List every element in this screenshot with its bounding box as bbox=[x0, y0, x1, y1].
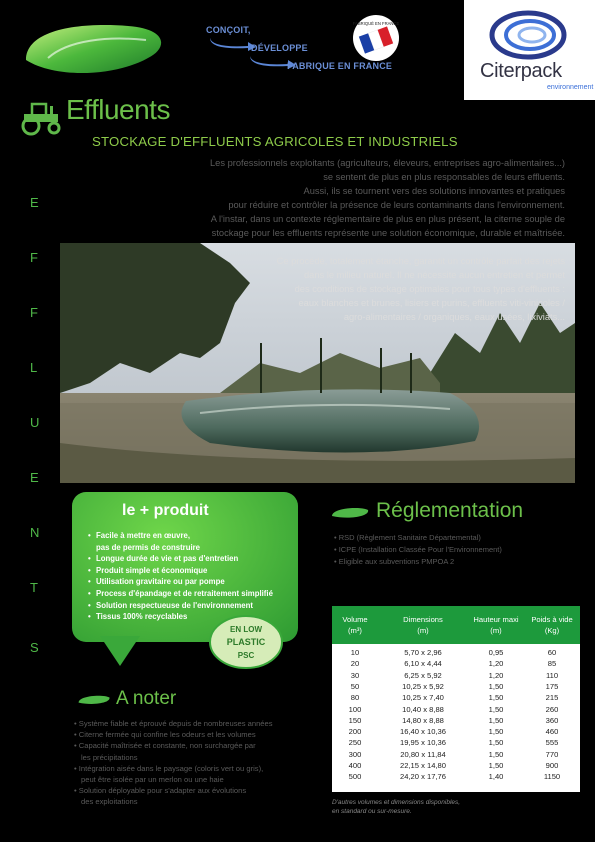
table-header-cell bbox=[332, 614, 378, 636]
table-cell: 0,95 bbox=[488, 648, 504, 657]
brand-swirl-icon bbox=[478, 8, 578, 62]
table-cell: 24,20 x 17,76 bbox=[399, 772, 447, 782]
table-cell: 10,25 x 5,92 bbox=[402, 681, 444, 691]
table-cell: 16,40 x 10,36 bbox=[399, 727, 447, 737]
list-item: • Tissus 100% recyclables bbox=[88, 611, 273, 623]
table-cell: 1,40 bbox=[488, 772, 504, 782]
table-row bbox=[332, 727, 580, 737]
slogan-line-3: FABRIQUE EN FRANCE bbox=[287, 61, 393, 71]
table-header-cell bbox=[468, 614, 524, 636]
side-letter: N bbox=[30, 525, 40, 540]
table-cell: 460 bbox=[545, 727, 559, 737]
table-cell: 1150 bbox=[543, 772, 561, 782]
list-item: • Eligible aux subventions PMPOA 2 bbox=[334, 557, 455, 566]
slogan-line-1: CONÇOIT, bbox=[206, 25, 251, 35]
stamp-text: EN LOW bbox=[230, 625, 262, 634]
list-item: • Capacité maîtrisée et constante, non surchargée par bbox=[74, 741, 256, 751]
side-letter: S bbox=[30, 640, 39, 655]
list-item-continuation: pas de permis de construire bbox=[96, 542, 200, 552]
stamp-text: PSC bbox=[237, 651, 255, 660]
table-cell: 900 bbox=[545, 761, 559, 770]
table-cell: 80 bbox=[350, 693, 360, 703]
list-item: • Système fiable et éprouvé depuis de nombreuses années bbox=[74, 719, 273, 728]
intro-line: se sentent de plus en plus responsables de leurs effluents. bbox=[323, 172, 565, 183]
list-item-text: ICPE (Installation Classée Pour l'Environnement) bbox=[338, 545, 502, 554]
list-item-continuation: des exploitations bbox=[81, 797, 138, 807]
header-unit: (m) bbox=[490, 626, 502, 635]
table-cell: 360 bbox=[545, 715, 559, 725]
list-item: • Solution déployable pour s'adapter aux évolutions bbox=[74, 786, 247, 796]
header-label: Hauteur maxi bbox=[473, 615, 519, 624]
table-cell: 60 bbox=[547, 648, 557, 657]
slogan-line-2: DÉVELOPPE bbox=[251, 43, 308, 53]
side-letter: F bbox=[30, 305, 38, 320]
stamp-text: PLASTIC bbox=[226, 637, 266, 647]
table-row bbox=[332, 682, 580, 692]
list-item-text: Eligible aux subventions PMPOA 2 bbox=[338, 557, 455, 566]
table-cell: 150 bbox=[348, 715, 362, 725]
table-cell: 14,80 x 8,88 bbox=[402, 715, 444, 725]
side-letter: E bbox=[30, 470, 39, 485]
table-cell: 10,40 x 8,88 bbox=[402, 704, 444, 714]
side-letter: T bbox=[30, 580, 38, 595]
header-label: Volume bbox=[342, 615, 368, 624]
table-row bbox=[332, 659, 580, 669]
list-item-text: RSD (Règlement Sanitaire Départemental) bbox=[338, 533, 481, 542]
table-cell: 1,50 bbox=[488, 715, 504, 725]
list-item: • Produit simple et économique bbox=[88, 565, 273, 577]
list-item: • RSD (Règlement Sanitaire Départemental) bbox=[334, 533, 481, 542]
leaf-bullet-icon bbox=[330, 506, 370, 520]
france-flag-badge-icon bbox=[352, 14, 400, 62]
intro-line: Ce procédé, totalement étanche, garantit un contrôle parfait des rejets bbox=[276, 256, 565, 266]
intro-line: eaux blanches et brunes, lisiers et purins, effluents viti-vinicoles / bbox=[298, 298, 565, 309]
list-item: • Intégration aisée dans le paysage (coloris vert ou gris), bbox=[74, 763, 264, 773]
table-row bbox=[332, 693, 580, 703]
table-note bbox=[332, 798, 460, 816]
table-cell: 6,10 x 4,44 bbox=[404, 659, 442, 669]
table-cell: 10 bbox=[350, 648, 360, 657]
table-cell: 30 bbox=[350, 670, 360, 680]
list-item-text: Solution déployable pour s'adapter aux évolutions bbox=[78, 786, 247, 796]
noter-title: A noter bbox=[116, 688, 177, 709]
table-cell: 1,50 bbox=[488, 704, 504, 714]
table-row bbox=[332, 738, 580, 748]
table-cell: 6,25 x 5,92 bbox=[404, 670, 442, 680]
produit-title: le + produit bbox=[122, 502, 209, 519]
table-cell: 1,50 bbox=[488, 761, 504, 770]
badge-text: FABRIQUÉ EN FRANCE bbox=[352, 21, 400, 26]
table-row bbox=[332, 705, 580, 715]
table-cell: 300 bbox=[348, 749, 362, 759]
page-title: Effluents bbox=[66, 94, 170, 125]
table-cell: 200 bbox=[348, 727, 362, 737]
header-unit: (Kg) bbox=[544, 626, 560, 635]
intro-line: Les professionnels exploitants (agriculteurs, éleveurs, entreprises agro-alimentaires...) bbox=[210, 158, 565, 168]
table-cell: 400 bbox=[348, 761, 362, 770]
brand-name: Citerpack bbox=[480, 60, 562, 82]
table-cell: 260 bbox=[545, 704, 559, 714]
specs-table bbox=[332, 606, 580, 792]
table-cell: 500 bbox=[348, 772, 362, 782]
produit-list bbox=[88, 530, 273, 623]
list-item: • Facile à mettre en œuvre, bbox=[88, 530, 273, 542]
table-cell: 1,50 bbox=[488, 749, 504, 759]
list-item-text: Capacité maîtrisée et constante, non surchargée par bbox=[78, 741, 256, 751]
list-item-text: Citerne fermée qui confine les odeurs et les volumes bbox=[78, 730, 256, 740]
intro-line: A l'instar, dans un contexte réglementaire de plus en plus présent, la citerne souple de bbox=[210, 214, 565, 225]
list-item-continuation: peut être isolée par un merlon ou une haie bbox=[81, 775, 224, 785]
table-cell: 1,20 bbox=[488, 659, 504, 669]
table-row bbox=[332, 761, 580, 771]
brand-subtitle: environnement bbox=[547, 84, 594, 91]
intro-line: stockage pour les effluents représente une solution économique, durable et maîtrisée. bbox=[211, 228, 565, 239]
intro-text bbox=[95, 156, 565, 241]
table-cell: 1,20 bbox=[488, 670, 504, 680]
noter-list bbox=[74, 718, 314, 808]
intro-line: dans le milieu naturel. Il ne nécessite aucun entretien et permet bbox=[304, 270, 565, 281]
intro-line: pour réduire et contrôler la présence de leurs contaminants dans l'environnement. bbox=[228, 200, 565, 211]
produit-panel-tail bbox=[100, 636, 140, 666]
table-row bbox=[332, 716, 580, 726]
side-letter: E bbox=[30, 195, 39, 210]
table-cell: 50 bbox=[350, 681, 360, 691]
header-unit: (m) bbox=[417, 626, 429, 635]
list-item: • Process d'épandage et de retraitement simplifié bbox=[88, 588, 273, 600]
table-cell: 20 bbox=[350, 659, 360, 669]
tractor-icon bbox=[18, 100, 64, 136]
table-cell: 100 bbox=[348, 704, 362, 714]
list-item: • Utilisation gravitaire ou par pompe bbox=[88, 576, 273, 588]
list-item: • Citerne fermée qui confine les odeurs et les volumes bbox=[74, 730, 256, 740]
table-cell: 5,70 x 2,96 bbox=[404, 648, 442, 657]
intro-line: des conditions de stockage optimales pour tous types d'effluents : bbox=[294, 284, 565, 295]
table-cell: 1,50 bbox=[488, 738, 504, 748]
table-cell: 215 bbox=[545, 693, 559, 703]
table-cell: 1,50 bbox=[488, 681, 504, 691]
side-letter: L bbox=[30, 360, 38, 375]
header-label: Poids à vide bbox=[531, 615, 573, 624]
table-cell: 20,80 x 11,84 bbox=[400, 749, 446, 759]
intro-line: Aussi, ils se tournent vers des solutions innovantes et pratiques bbox=[303, 186, 565, 197]
page-subtitle: STOCKAGE D'EFFLUENTS AGRICOLES ET INDUSTRIELS bbox=[92, 134, 458, 149]
table-cell: 1,50 bbox=[488, 693, 504, 703]
recyclable-stamp-icon bbox=[206, 612, 286, 672]
table-cell: 250 bbox=[348, 738, 362, 748]
list-item-continuation: les précipitations bbox=[81, 752, 138, 762]
table-cell: 110 bbox=[545, 670, 559, 680]
side-letter: U bbox=[30, 415, 40, 430]
table-header bbox=[332, 606, 580, 644]
table-cell: 555 bbox=[545, 738, 559, 748]
intro-bright-text bbox=[95, 254, 565, 324]
leaf-logo-icon bbox=[18, 20, 168, 80]
table-row bbox=[332, 750, 580, 760]
table-cell: 770 bbox=[545, 749, 559, 759]
leaf-bullet-icon bbox=[76, 694, 112, 706]
reglementation-title: Réglementation bbox=[376, 499, 524, 522]
header-unit: (m³) bbox=[348, 626, 362, 635]
table-cell: 1,50 bbox=[488, 727, 504, 737]
header-label: Dimensions bbox=[403, 615, 443, 624]
table-note-line: D'autres volumes et dimensions disponibles, bbox=[332, 799, 461, 806]
table-header-cell bbox=[524, 614, 580, 636]
reglementation-list bbox=[334, 532, 502, 568]
table-cell: 175 bbox=[545, 681, 559, 691]
table-row bbox=[332, 648, 580, 658]
intro-line: agro-alimentaires / organiques, eaux usées, lixiviats... bbox=[343, 312, 565, 323]
table-cell: 85 bbox=[547, 659, 557, 669]
list-item-text: Intégration aisée dans le paysage (coloris vert ou gris), bbox=[78, 763, 264, 773]
table-header-cell bbox=[378, 614, 468, 636]
table-cell: 10,25 x 7,40 bbox=[402, 693, 444, 703]
list-item: • Solution respectueuse de l'environnement bbox=[88, 600, 273, 612]
side-letter: F bbox=[30, 250, 38, 265]
table-cell: 22,15 x 14,80 bbox=[399, 761, 447, 770]
list-item: • Longue durée de vie et pas d'entretien bbox=[88, 553, 273, 565]
table-cell: 19,95 x 10,36 bbox=[399, 738, 447, 748]
table-row bbox=[332, 671, 580, 681]
table-note-line: en standard ou sur-mesure. bbox=[332, 808, 412, 815]
list-item-text: Système fiable et éprouvé depuis de nombreuses années bbox=[78, 719, 273, 728]
list-item: • ICPE (Installation Classée Pour l'Environnement) bbox=[334, 545, 502, 554]
table-row bbox=[332, 772, 580, 782]
